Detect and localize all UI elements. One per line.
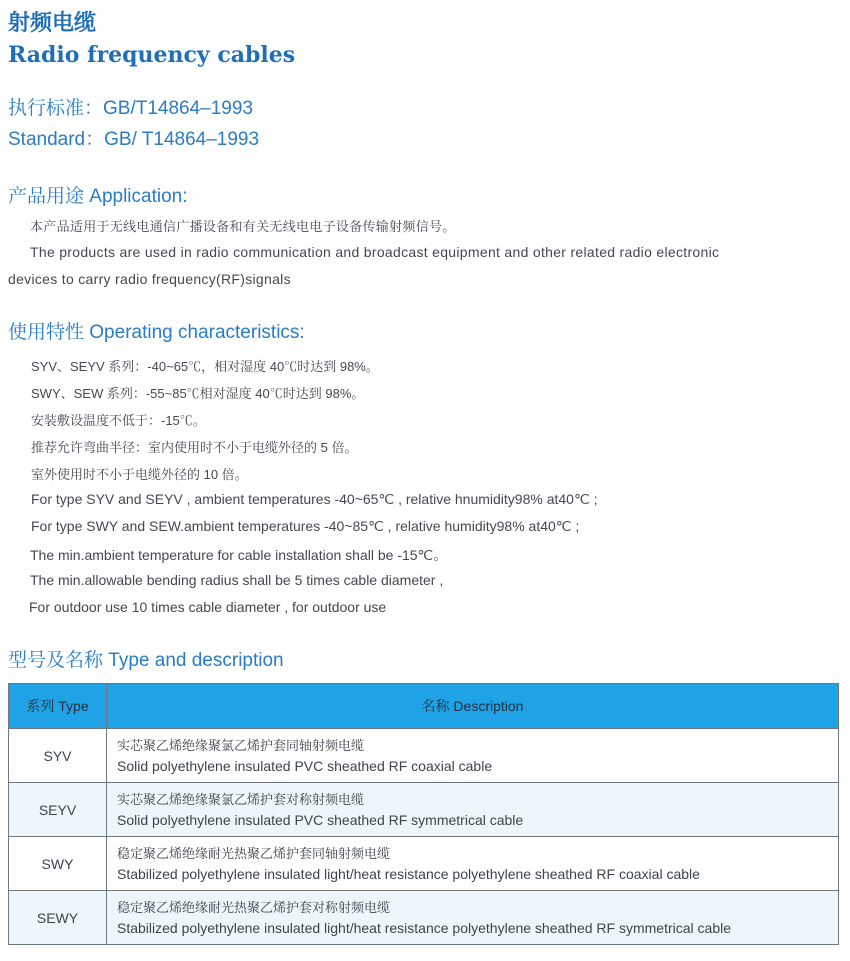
operating-line: 室外使用时不小于电缆外径的 10 倍。 bbox=[31, 467, 248, 482]
description-cn: 稳定聚乙烯绝缘耐光热聚乙烯护套对称射频电缆 bbox=[117, 899, 391, 915]
operating-heading: 使用特性 Operating characteristics: bbox=[8, 322, 305, 343]
column-header-type: 系列 Type bbox=[9, 684, 107, 729]
operating-line: SYV、SEYV 系列：-40~65℃，相对湿度 40℃时达到 98%。 bbox=[31, 359, 379, 374]
application-text-en-line2: devices to carry radio frequency(RF)signals bbox=[8, 271, 291, 287]
description-cn: 实芯聚乙烯绝缘聚氯乙烯护套同轴射频电缆 bbox=[117, 737, 365, 753]
operating-line: The min.ambient temperature for cable installation shall be -15℃。 bbox=[30, 547, 448, 563]
description-en: Solid polyethylene insulated PVC sheathed RF symmetrical cable bbox=[117, 811, 524, 828]
application-heading: 产品用途 Application: bbox=[8, 186, 188, 207]
description-en: Solid polyethylene insulated PVC sheathed RF coaxial cable bbox=[117, 757, 493, 774]
description-en: Stabilized polyethylene insulated light/heat resistance polyethylene sheathed RF coaxial cable bbox=[117, 865, 700, 882]
operating-line: 推荐允许弯曲半径：室内使用时不小于电缆外径的 5 倍。 bbox=[31, 440, 358, 455]
description-cell bbox=[107, 783, 839, 837]
type-cell: SEYV bbox=[9, 783, 107, 837]
description-en: Stabilized polyethylene insulated light/heat resistance polyethylene sheathed RF symmetrical cable bbox=[117, 919, 732, 936]
table-row bbox=[9, 729, 839, 783]
description-cn: 实芯聚乙烯绝缘聚氯乙烯护套对称射频电缆 bbox=[117, 791, 365, 807]
operating-line: SWY、SEW 系列：-55~85℃相对湿度 40℃时达到 98%。 bbox=[31, 386, 365, 401]
description-cell bbox=[107, 837, 839, 891]
operating-line: For outdoor use 10 times cable diameter , for outdoor use bbox=[29, 599, 387, 615]
application-text-en-line1: The products are used in radio communication and broadcast equipment and other related radio electronic bbox=[30, 244, 720, 260]
table-row bbox=[9, 891, 839, 945]
description-cell bbox=[107, 891, 839, 945]
standard-en: Standard：GB/ T14864–1993 bbox=[8, 129, 260, 150]
standard-cn: 执行标准：GB/T14864–1993 bbox=[8, 98, 254, 119]
type-cell: SEWY bbox=[9, 891, 107, 945]
operating-line: The min.allowable bending radius shall be 5 times cable diameter , bbox=[30, 572, 444, 588]
page-title-cn: 射频电缆 bbox=[8, 10, 97, 36]
type-table bbox=[8, 683, 839, 945]
table-row bbox=[9, 837, 839, 891]
description-cn: 稳定聚乙烯绝缘耐光热聚乙烯护套同轴射频电缆 bbox=[117, 845, 391, 861]
page-title-en: Radio frequency cables bbox=[8, 42, 296, 68]
description-cell bbox=[107, 729, 839, 783]
type-cell: SYV bbox=[9, 729, 107, 783]
operating-line: For type SYV and SEYV , ambient temperatures -40~65℃ , relative hnumidity98% at40℃ ; bbox=[31, 491, 598, 507]
table-row bbox=[9, 783, 839, 837]
application-text-cn: 本产品适用于无线电通信广播设备和有关无线电电子设备传输射频信号。 bbox=[30, 219, 456, 234]
type-cell: SWY bbox=[9, 837, 107, 891]
operating-line: 安装敷设温度不低于：-15℃。 bbox=[31, 413, 206, 428]
operating-line: For type SWY and SEW.ambient temperatures -40~85℃ , relative humidity98% at40℃ ; bbox=[31, 518, 580, 534]
column-header-description: 名称 Description bbox=[107, 684, 839, 729]
type-heading: 型号及名称 Type and description bbox=[8, 650, 284, 671]
